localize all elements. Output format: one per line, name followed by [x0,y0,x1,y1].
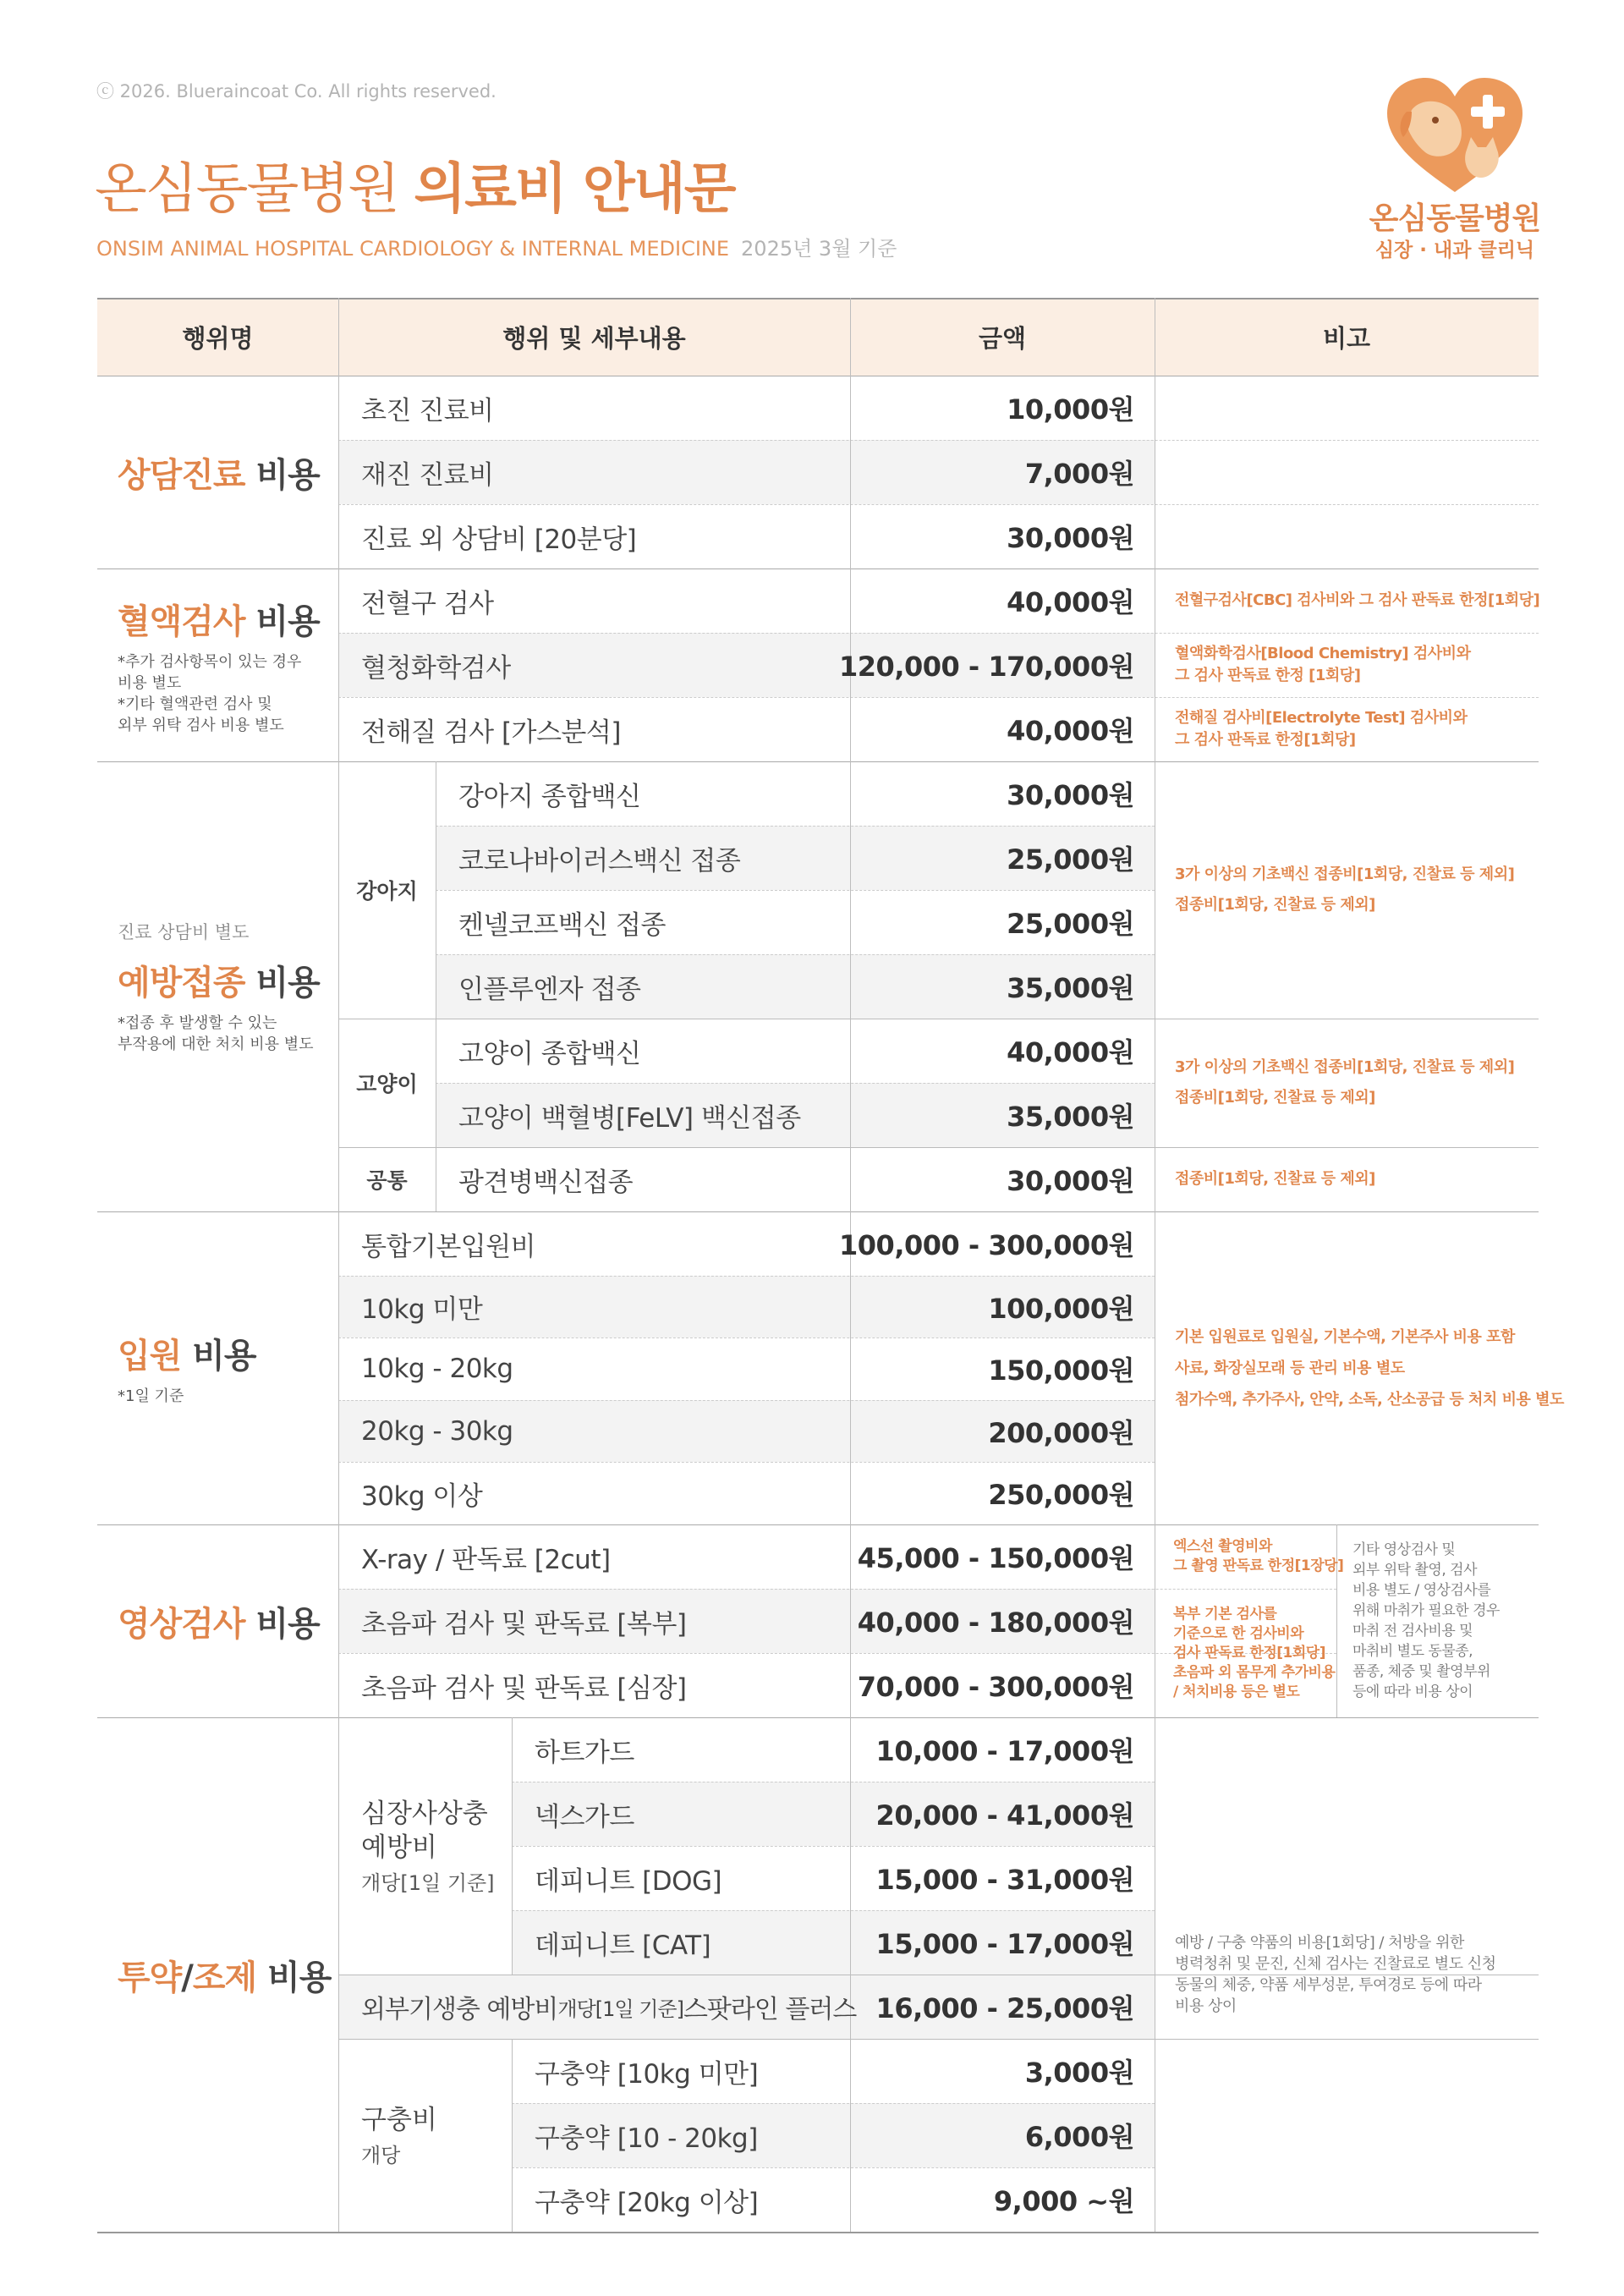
blood-remark-3-line1: 전해질 검사비[Electrolyte Test] 검사비와 [1175,709,1468,727]
header-remarks: 비고 [1322,323,1371,353]
deworm-price-3: 9,000 ~원 [993,2185,1134,2217]
vaccine-dog-price-2: 25,000원 [1007,843,1134,876]
blood-item-1: 전혈구 검사 [361,588,494,619]
category-consult-title: 상담진료 [118,455,245,495]
vaccine-cat-item-1: 고양이 종합백신 [458,1038,641,1069]
vaccine-cat-price-1: 40,000원 [1007,1036,1134,1068]
blood-remark-2 [1175,633,1530,697]
heartworm-item-2: 넥스가드 [535,1801,634,1832]
heartworm-label [361,1717,512,1975]
imaging-remark-xray-1: 엑스선 촬영비와 [1173,1538,1272,1555]
category-medication-title-2: 조제 [192,1958,257,1997]
deworm-sub: 개당 [361,2143,401,2167]
imaging-remark-other [1352,1524,1537,1717]
heartworm-sub: 개당[1일 기준] [361,1870,495,1895]
medication-remark-1: 예방 / 구충 약품의 비용[1회당] / 처방을 위한 [1175,1934,1464,1952]
admission-price-1: 100,000 - 300,000원 [839,1229,1134,1261]
heartworm-name-1: 심장사상충 [361,1798,488,1829]
blood-note-1: *추가 검사항목이 있는 경우 [118,652,302,671]
imaging-remark-other-6: 마취비 별도 동물종, [1352,1643,1473,1660]
consult-price-3: 30,000원 [1007,522,1134,554]
admission-note-1: *1일 기준 [118,1387,184,1405]
imaging-remark-other-7: 품종, 체중 및 촬영부위 [1352,1663,1490,1680]
fee-table [97,298,1564,2233]
copyright: ⓒ 2026. Blueraincoat Co. All rights reserved. [96,81,497,102]
vaccine-cat-remark-1: 3가 이상의 기초백신 접종비[1회당, 진찰료 등 제외] [1175,1058,1515,1076]
blood-note-3: *기타 혈액관련 검사 및 [118,695,272,713]
title-hospital: 온심동물병원 [95,158,398,221]
admission-item-1: 통합기본입원비 [361,1231,536,1262]
deworm-label [361,2039,512,2232]
admission-remark-1: 기본 입원료로 입원실, 기본수액, 기본주사 비용 포함 [1175,1327,1515,1346]
blood-remark-1 [1175,569,1540,633]
heartworm-item-1: 하트가드 [535,1737,634,1768]
logo-subtitle: 심장 · 내과 클리닉 [1374,239,1535,261]
category-vaccine-title: 예방접종 [118,963,245,1002]
heartworm-price-4: 15,000 - 17,000원 [875,1928,1134,1960]
deworm-item-1: 구충약 [10kg 미만] [535,2058,759,2090]
vaccine-common-item: 광견병백신접종 [458,1167,634,1198]
category-consult-suffix: 비용 [244,455,320,495]
admission-item-5: 30kg 이상 [361,1480,483,1512]
deworm-price-2: 6,000원 [1024,2121,1134,2153]
deworm-item-2: 구충약 [10 - 20kg] [535,2123,758,2154]
admission-remark-3: 첨가수액, 추가주사, 안약, 소독, 산소공급 등 처치 비용 별도 [1175,1390,1564,1409]
imaging-remark-other-5: 마취 전 검사비용 및 [1352,1623,1473,1640]
external-parasite-name: 외부기생충 예방비 [361,1995,558,2024]
blood-remark-2-line1: 혈액화학검사[Blood Chemistry] 검사비와 [1175,645,1471,662]
admission-price-5: 250,000원 [988,1479,1134,1511]
category-imaging [118,1524,337,1717]
vaccine-cat-remark [1175,1019,1530,1147]
external-parasite-product: 스팟라인 플러스 [683,1995,857,2024]
medication-remark-4: 비용 상이 [1175,1997,1237,2015]
admission-remark [1175,1211,1564,1524]
admission-item-2: 10kg 미만 [361,1294,483,1325]
admission-remark-2: 사료, 화장실모래 등 관리 비용 별도 [1175,1359,1405,1377]
category-admission-suffix: 비용 [181,1337,256,1376]
admission-price-4: 200,000원 [988,1416,1134,1449]
title-doc: 의료비 안내문 [414,158,735,221]
blood-remark-3-line2: 그 검사 판독료 한정[1회당] [1175,731,1356,749]
vaccine-pre-note: 진료 상담비 별도 [118,921,250,942]
imaging-item-2: 초음파 검사 및 판독료 [복부] [361,1608,687,1640]
consult-price-1: 10,000원 [1007,393,1134,426]
imaging-price-2: 40,000 - 180,000원 [857,1607,1134,1639]
header-action-name: 행위명 [182,323,254,353]
category-medication-title-1: 투약 [118,1958,182,1997]
imaging-remark-us-4: 초음파 외 몸무게 추가비용 [1173,1663,1336,1681]
imaging-price-3: 70,000 - 300,000원 [857,1671,1134,1703]
consult-item-2: 재진 진료비 [361,459,494,491]
subtitle-date: 2025년 3월 기준 [741,237,897,261]
external-parasite-unit: 개당[1일 기준] [557,1997,683,2021]
vaccine-cat-remark-2: 접종비[1회당, 진찰료 등 제외] [1175,1089,1375,1107]
imaging-remark-us-5: / 처치비용 등은 별도 [1173,1683,1300,1700]
blood-remark-1-line: 전혈구검사[CBC] 검사비와 그 검사 판독료 한정[1회당] [1175,591,1540,609]
blood-note-4: 외부 위탁 검사 비용 별도 [118,716,284,734]
category-medication [118,1717,337,2232]
imaging-remark-other-4: 위해 마취가 필요한 경우 [1352,1602,1500,1619]
blood-note-2: 비용 별도 [118,673,182,692]
imaging-item-1: X-ray / 판독료 [2cut] [361,1544,611,1575]
category-blood-suffix: 비용 [244,601,320,641]
admission-item-3: 10kg - 20kg [361,1354,513,1384]
vaccine-cat-label: 고양이 [356,1072,418,1096]
consult-price-2: 7,000원 [1024,458,1134,490]
vaccine-dog-item-1: 강아지 종합백신 [458,781,641,812]
admission-item-4: 20kg - 30kg [361,1415,513,1447]
imaging-item-3: 초음파 검사 및 판독료 [심장] [361,1673,687,1704]
imaging-remark-xray [1173,1524,1344,1589]
vaccine-dog-price-3: 25,000원 [1007,908,1134,940]
blood-remark-2-line2: 그 검사 판독료 한정 [1회당] [1175,667,1361,684]
imaging-remark-us-1: 복부 기본 검사를 [1173,1605,1277,1623]
vaccine-dog-item-2: 코로나바이러스백신 접종 [458,845,741,876]
category-blood-title: 혈액검사 [118,601,245,641]
vaccine-common-remark [1175,1147,1530,1211]
external-parasite-item [361,1975,857,2039]
category-blood [118,569,337,761]
vaccine-note-1: *접종 후 발생할 수 있는 [118,1013,277,1032]
heartworm-price-1: 10,000 - 17,000원 [875,1735,1134,1767]
vaccine-common-label: 공통 [366,1168,408,1193]
heart-pets-logo-icon [1383,78,1527,196]
deworm-item-3: 구충약 [20kg 이상] [535,2187,759,2218]
blood-item-2: 혈청화학검사 [361,652,511,684]
vaccine-dog-remark [1175,761,1530,1019]
medication-remark-3: 동물의 체중, 약품 세부성분, 투여경로 등에 따라 [1175,1976,1482,1994]
vaccine-common-price: 30,000원 [1007,1165,1134,1197]
category-vaccine [118,761,337,1211]
vaccine-dog-item-3: 켄넬코프백신 접종 [458,909,666,941]
category-admission [118,1211,337,1524]
category-medication-suffix: 비용 [256,1958,332,1997]
header-amount: 금액 [978,323,1027,353]
blood-item-3: 전해질 검사 [가스분석] [361,717,621,748]
admission-price-3: 150,000원 [988,1354,1134,1387]
blood-price-2: 120,000 - 170,000원 [839,651,1134,683]
deworm-price-1: 3,000원 [1024,2057,1134,2089]
deworm-name: 구충비 [361,2104,437,2135]
medication-remark-2: 병력청취 및 문진, 신체 검사는 진찰료로 별도 신청 [1175,1955,1496,1973]
logo-name: 온심동물병원 [1369,201,1541,236]
subtitle-en: ONSIM ANIMAL HOSPITAL CARDIOLOGY & INTERNAL MEDICINE [96,237,730,261]
consult-item-3: 진료 외 상담비 [20분당] [361,524,637,555]
page-subtitle [96,232,897,261]
imaging-remark-other-1: 기타 영상검사 및 [1352,1541,1456,1558]
vaccine-dog-remark-1: 3가 이상의 기초백신 접종비[1회당, 진찰료 등 제외] [1175,865,1515,883]
category-admission-title: 입원 [118,1337,182,1376]
imaging-remark-ultrasound [1173,1589,1336,1717]
hospital-logo [1353,78,1556,264]
category-consult [118,376,337,569]
vaccine-cat-item-2: 고양이 백혈병[FeLV] 백신접종 [458,1102,801,1134]
heartworm-item-3: 데피니트 [DOG] [535,1865,722,1897]
imaging-remark-us-3: 검사 판독료 한정[1회당] [1173,1644,1326,1662]
vaccine-dog-remark-2: 접종비[1회당, 진찰료 등 제외] [1175,896,1375,914]
admission-price-2: 100,000원 [988,1292,1134,1325]
category-medication-slash: / [181,1958,193,1997]
vaccine-cat-price-2: 35,000원 [1007,1101,1134,1133]
medication-remark [1175,1717,1537,2232]
heartworm-price-2: 20,000 - 41,000원 [875,1799,1134,1832]
page-title [95,146,735,223]
vaccine-dog-price-1: 30,000원 [1007,779,1134,811]
imaging-remark-xray-2: 그 촬영 판독료 한정[1장당] [1173,1557,1344,1574]
vaccine-dog-item-4: 인플루엔자 접종 [458,974,641,1005]
imaging-remark-other-8: 등에 따라 비용 상이 [1352,1684,1473,1700]
blood-price-1: 40,000원 [1007,586,1134,618]
heartworm-name-2: 예방비 [361,1832,437,1863]
category-imaging-title: 영상검사 [118,1604,245,1644]
header-details: 행위 및 세부내용 [502,323,686,353]
vaccine-note-2: 부작용에 대한 처치 비용 별도 [118,1035,314,1053]
external-parasite-price: 16,000 - 25,000원 [875,1992,1134,2024]
blood-price-3: 40,000원 [1007,715,1134,747]
vaccine-dog-label: 강아지 [356,879,418,904]
category-vaccine-suffix: 비용 [244,963,320,1002]
blood-remark-3 [1175,697,1530,761]
consult-item-1: 초진 진료비 [361,395,494,426]
imaging-remark-other-3: 비용 별도 / 영상검사를 [1352,1582,1491,1599]
heartworm-item-4: 데피니트 [CAT] [535,1930,711,1961]
imaging-remark-other-2: 외부 위탁 촬영, 검사 [1352,1562,1477,1579]
imaging-price-1: 45,000 - 150,000원 [857,1542,1134,1574]
category-imaging-suffix: 비용 [244,1604,320,1644]
heartworm-price-3: 15,000 - 31,000원 [875,1864,1134,1896]
vaccine-dog-price-4: 35,000원 [1007,972,1134,1004]
vaccine-common-remark-1: 접종비[1회당, 진찰료 등 제외] [1175,1170,1375,1188]
imaging-remark-us-2: 기준으로 한 검사비와 [1173,1624,1304,1642]
